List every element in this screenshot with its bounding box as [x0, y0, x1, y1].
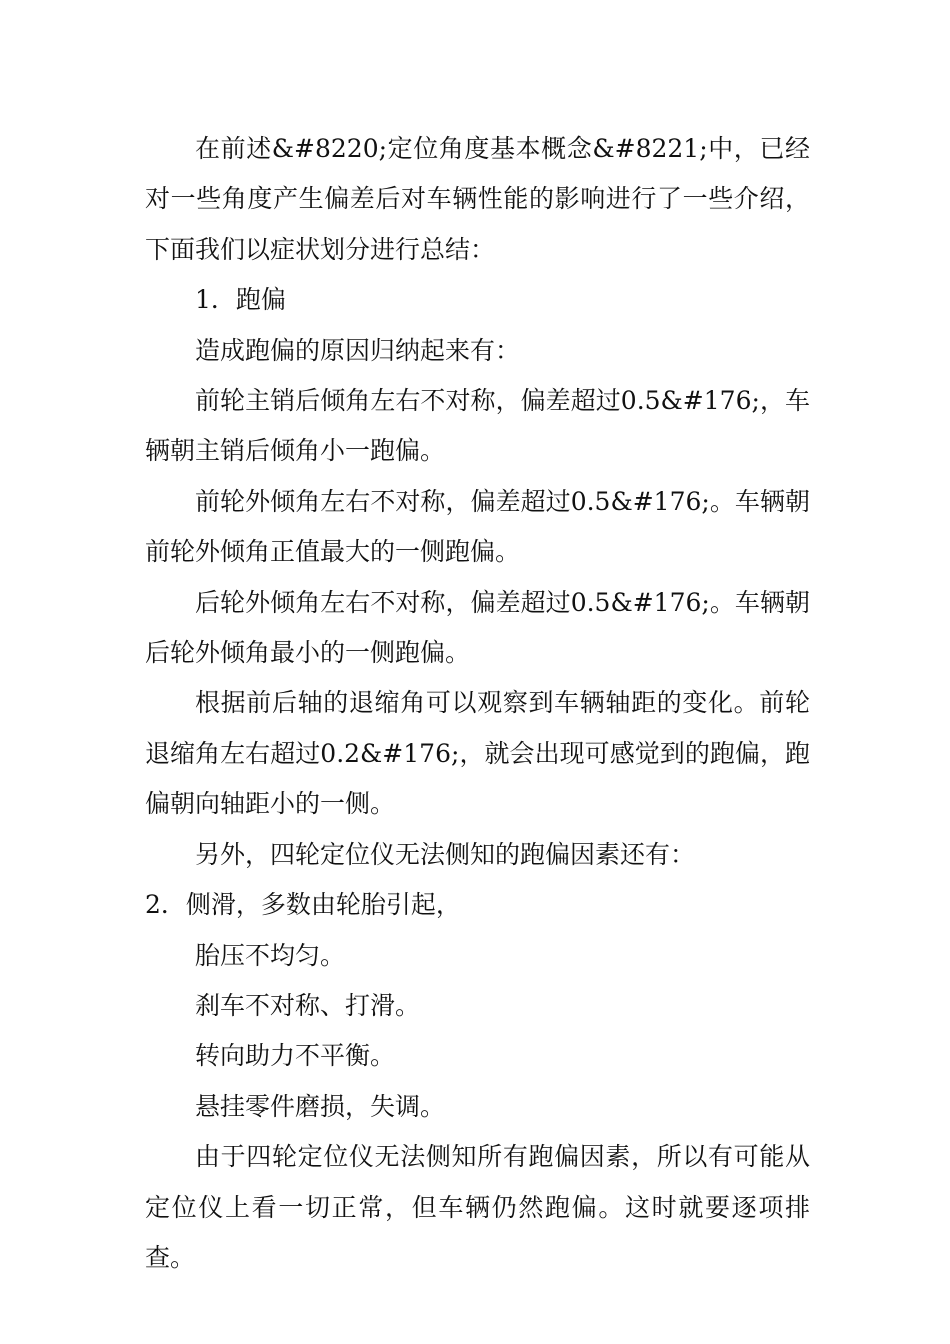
document-body: [145, 124, 810, 1283]
list-item-tire-pressure: 胎压不均匀。: [195, 940, 346, 970]
list-item-steering: 转向助力不平衡。: [195, 1041, 396, 1071]
paragraph-setback: 根据前后轴的退缩角可以观察到车辆轴距的变化。前轮退缩角左右超过0.2&#176;，就会出现可感觉到的跑偏，跑偏朝向轴距小的一侧。: [145, 688, 810, 819]
paragraph-front-camber: 前轮外倾角左右不对称，偏差超过0.5&#176;。车辆朝前轮外倾角正值最大的一侧跑偏。: [145, 486, 810, 567]
heading-1-pianpao: 1．跑偏: [195, 285, 286, 315]
heading-2-cehua: 2．侧滑，多数由轮胎引起，: [145, 890, 461, 920]
list-item-suspension: 悬挂零件磨损，失调。: [195, 1091, 446, 1121]
list-item-brake: 刹车不对称、打滑。: [195, 990, 421, 1020]
paragraph-caster: 前轮主销后倾角左右不对称，偏差超过0.5&#176;，车辆朝主销后倾角小一跑偏。: [145, 386, 810, 466]
paragraph-conclusion: 由于四轮定位仪无法侧知所有跑偏因素，所以有可能从定位仪上看一切正常，但车辆仍然跑偏。这时就要逐项排查。: [145, 1142, 810, 1272]
paragraph-causes-intro: 造成跑偏的原因归纳起来有：: [195, 335, 521, 365]
paragraph-other-factors: 另外，四轮定位仪无法侧知的跑偏因素还有：: [195, 839, 696, 869]
paragraph-rear-camber: 后轮外倾角左右不对称，偏差超过0.5&#176;。车辆朝后轮外倾角最小的一侧跑偏。: [145, 587, 810, 668]
paragraph-intro: 在前述&#8220;定位角度基本概念&#8221;中，已经对一些角度产生偏差后对车辆性能的影响进行了一些介绍，下面我们以症状划分进行总结：: [145, 134, 810, 264]
